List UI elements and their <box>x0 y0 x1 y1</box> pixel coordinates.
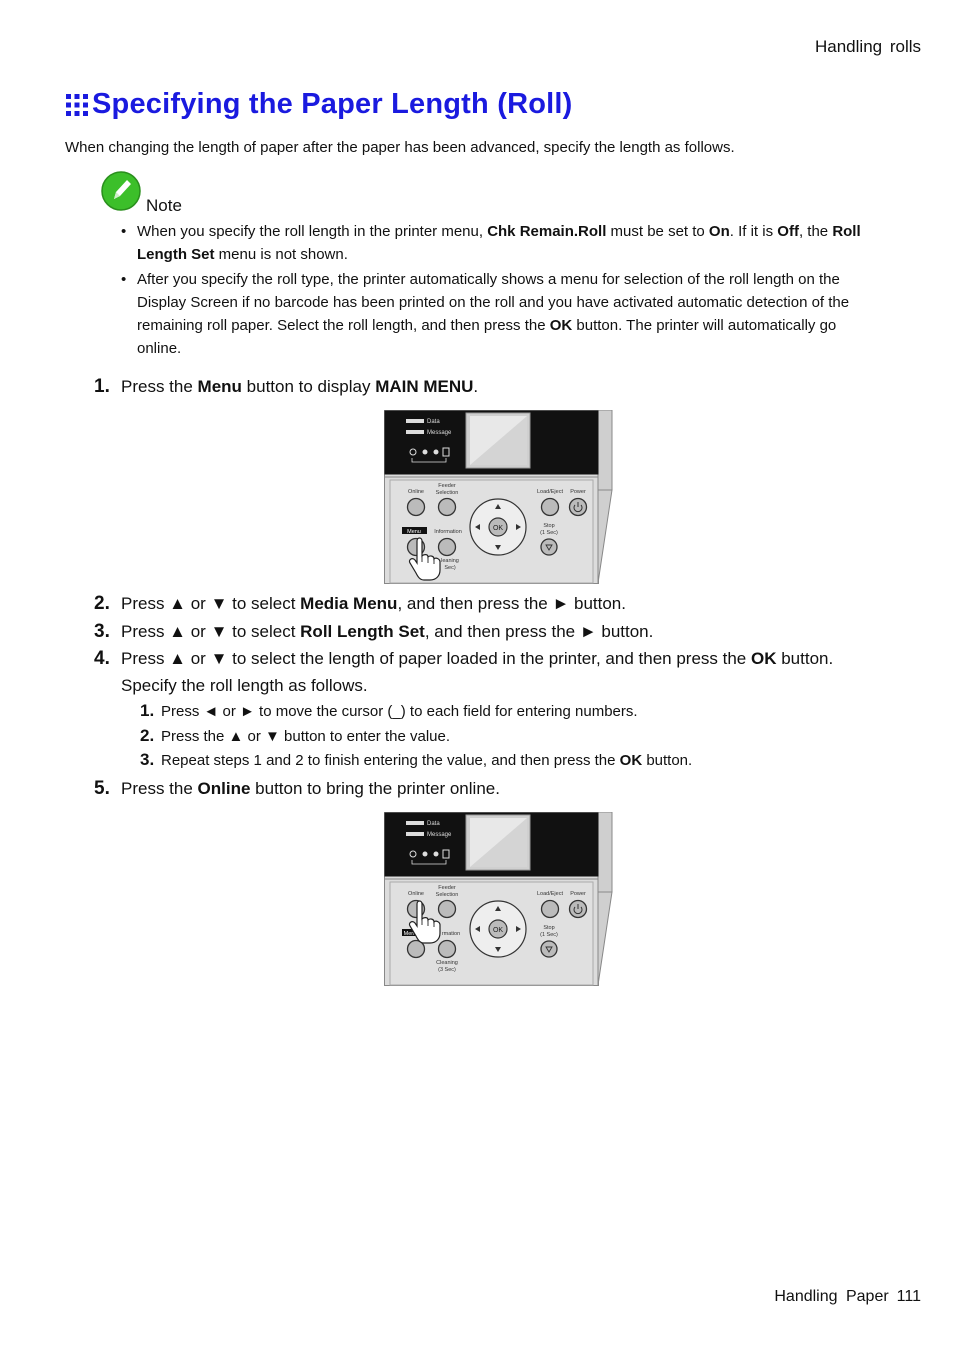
information-label: Information <box>434 529 462 535</box>
step-text: Press ▲ or ▼ to select Media Menu, and then press the ► button. <box>121 594 626 613</box>
step-5 <box>94 778 500 800</box>
page-footer <box>774 1288 921 1306</box>
bullet-dot: • <box>121 271 127 288</box>
power-label: Power <box>570 891 586 897</box>
note-label: Note <box>146 196 182 215</box>
substep-number: 3. <box>140 750 155 769</box>
data-label: Data <box>427 821 440 827</box>
cleaning-label: leaning <box>441 558 459 564</box>
information-button[interactable] <box>439 539 456 556</box>
step-number: 2. <box>94 593 110 614</box>
load-eject-label: Load/Eject <box>537 489 563 495</box>
control-panel-figure-menu <box>384 410 614 590</box>
stop-button[interactable] <box>541 941 557 957</box>
substep-3 <box>140 750 692 770</box>
substep-text: Press ◄ or ► to move the cursor (_) to each field for entering numbers. <box>161 703 638 720</box>
substep-2 <box>140 726 450 746</box>
control-panel-figure-online <box>384 812 614 992</box>
bullet-dot: • <box>121 223 127 240</box>
cleaning-sec-label: Sec) <box>444 565 456 571</box>
information-button[interactable] <box>439 941 456 958</box>
cleaning-label: Cleaning <box>436 960 458 966</box>
step-number: 5. <box>94 778 110 799</box>
message-label: Message <box>427 832 452 838</box>
power-label: Power <box>570 489 586 495</box>
menu-label: Menu <box>407 529 421 535</box>
selection-label: Selection <box>435 892 459 898</box>
feeder-label: Feeder <box>438 885 456 891</box>
substep-text: Press the ▲ or ▼ button to enter the value. <box>161 728 451 745</box>
load-eject-button[interactable] <box>542 901 559 918</box>
substep-1 <box>140 701 638 721</box>
online-label: Online <box>408 489 424 495</box>
feeder-label: Feeder <box>438 483 456 489</box>
stop-sec-label: (1 Sec) <box>540 932 558 938</box>
menu-label: Men <box>403 931 415 937</box>
substep-text: Repeat steps 1 and 2 to finish entering the value, and then press the OK button. <box>161 752 693 769</box>
feeder-selection-button[interactable] <box>439 901 456 918</box>
step-3 <box>94 621 653 643</box>
step-4 <box>94 648 833 670</box>
step-number: 4. <box>94 648 110 669</box>
load-eject-label: Load/Eject <box>537 891 563 897</box>
note-pencil-icon <box>100 170 142 212</box>
footer-chapter: Handling Paper <box>774 1288 889 1305</box>
feeder-selection-button[interactable] <box>439 499 456 516</box>
online-button[interactable] <box>408 499 425 516</box>
ok-label: OK <box>492 927 504 934</box>
note-bullet-list <box>121 220 871 362</box>
stop-sec-label: (1 Sec) <box>540 530 558 536</box>
step-text: Press ▲ or ▼ to select Roll Length Set, and then press the ► button. <box>121 622 654 641</box>
step-text: Press the Menu button to display MAIN MENU. <box>121 377 479 396</box>
online-label: Online <box>408 891 424 897</box>
step-number: 1. <box>94 376 110 397</box>
ok-label: OK <box>492 525 504 532</box>
step-text: Press the Online button to bring the printer online. <box>121 779 500 798</box>
control-panel-illustration <box>384 812 614 987</box>
note-bullet-text: After you specify the roll type, the printer automatically shows a menu for selection of the roll length on the Display Screen if no barcode has been printed on the roll and you have activated automatic detection of the remaining roll paper. Select the roll length, and then press the OK button. The printer will automatically go online. <box>137 271 850 357</box>
step-2 <box>94 593 626 615</box>
running-header: Handling rolls <box>815 37 921 56</box>
step-text: Press ▲ or ▼ to select the length of paper loaded in the printer, and then press the OK button. <box>121 649 834 668</box>
note-bullet <box>121 220 871 266</box>
stop-button[interactable] <box>541 539 557 555</box>
step-1 <box>94 376 478 398</box>
intro-text: When changing the length of paper after the paper has been advanced, specify the length as follows. <box>65 139 735 156</box>
section-title <box>65 88 573 121</box>
substep-number: 2. <box>140 726 155 745</box>
substep-number: 1. <box>140 701 155 720</box>
stop-label: Stop <box>543 925 555 931</box>
control-panel-illustration <box>384 410 614 585</box>
load-eject-button[interactable] <box>542 499 559 516</box>
data-label: Data <box>427 419 440 425</box>
cleaning-sec-label: (3 Sec) <box>438 967 456 973</box>
stop-label: Stop <box>543 523 555 529</box>
step-number: 3. <box>94 621 110 642</box>
note-bullet-text: When you specify the roll length in the printer menu, Chk Remain.Roll must be set to On. If it is Off, the Roll Length Set menu is not shown. <box>137 223 861 263</box>
note-bullet <box>121 268 871 360</box>
page-title: Specifying the Paper Length (Roll) <box>92 88 573 120</box>
message-label: Message <box>427 430 452 436</box>
page-number: 111 <box>896 1288 921 1305</box>
information-label: rmation <box>441 931 461 937</box>
step-4-continuation: Specify the roll length as follows. <box>121 676 368 695</box>
selection-label: Selection <box>435 490 459 496</box>
grid-icon <box>65 93 89 117</box>
